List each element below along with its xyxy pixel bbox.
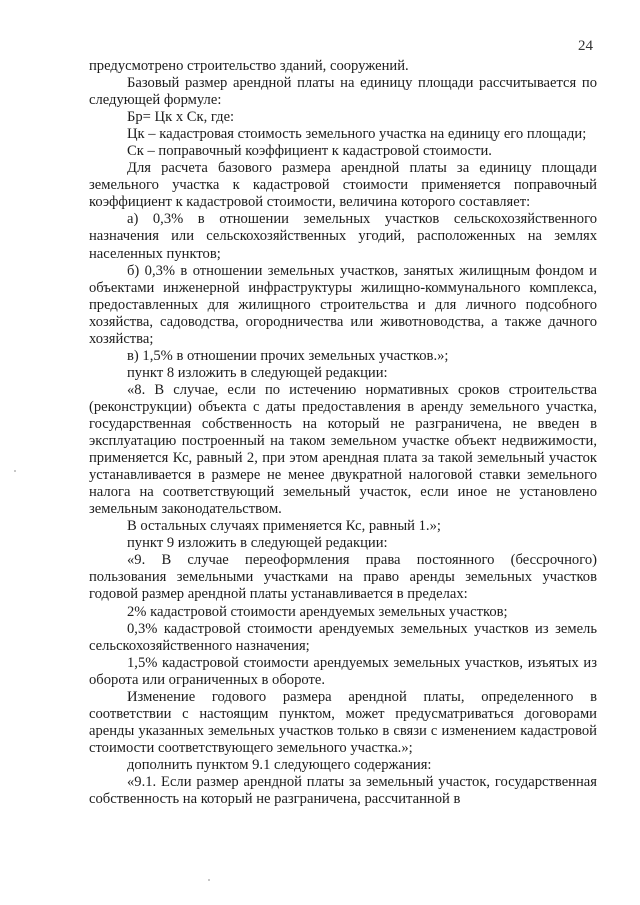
paragraph: Базовый размер арендной платы на единицу площади рассчитывается по следующей формуле: [89,75,597,109]
paragraph: дополнить пунктом 9.1 следующего содержания: [127,756,432,773]
paragraph: В остальных случаях применяется Кс, равный 1.»; [127,518,441,535]
list-item: в) 1,5% в отношении прочих земельных участков.»; [127,347,449,364]
paragraph: Ск – поправочный коэффициент к кадастровой стоимости. [127,143,492,160]
list-item: а) 0,3% в отношении земельных участков сельскохозяйственного назначения или сельскохозяйственных угодий, расположенных на землях населенных пунктов; [89,211,597,262]
paragraph: пункт 9 изложить в следующей редакции: [127,535,388,552]
list-item: 1,5% кадастровой стоимости арендуемых земельных участков, изъятых из оборота или ограниченных в обороте. [89,654,597,688]
paragraph: «9. В случае переоформления права постоянного (бессрочного) пользования земельными участками на право аренды земельных участков годовой размер арендной платы устанавливается в пределах: [89,552,597,603]
list-item: 0,3% кадастровой стоимости арендуемых земельных участков из земель сельскохозяйственного назначения; [89,620,597,654]
paragraph: Цк – кадастровая стоимость земельного участка на единицу его площади; [127,126,587,143]
page-number: 24 [578,38,593,54]
paragraph: предусмотрено строительство зданий, сооружений. [89,58,409,74]
paragraph: Для расчета базового размера арендной платы за единицу площади земельного участка к кадастровой стоимости применяется поправочный коэффициент к кадастровой стоимости, величина которого составляет: [89,160,597,211]
paragraph: пункт 8 изложить в следующей редакции: [127,364,388,381]
formula-line: Бр= Цк х Ск, где: [127,109,235,126]
list-item: б) 0,3% в отношении земельных участков, занятых жилищным фондом и объектами инженерной инфраструктуры жилищно-коммунального комплекса, предоставленных для жилищного строительства и для личного подсобного хозяйства, садоводства, огородничества или животноводства, а также дачного хозяйства; [89,262,597,347]
paragraph: «9.1. Если размер арендной платы за земельный участок, государственная собственность на который не разграничена, рассчитанной в [89,773,597,808]
scan-speck [208,879,210,881]
scan-speck [14,470,16,472]
document-body [89,58,597,808]
paragraph: «8. В случае, если по истечению нормативных сроков строительства (реконструкции) объекта с даты предоставления в аренду земельного участка, государственная собственность на который не разграничена, не введен в эксплуатацию построенный на таком земельном участке объект недвижимости, применяется Кс, равный 2, при этом арендная плата за такой земельный участок устанавливается в размере не менее двукратной налоговой ставки земельного налога на соответствующий земельный участок, если иное не установлено земельным законодательством. [89,381,597,518]
paragraph: Изменение годового размера арендной платы, определенного в соответствии с настоящим пунктом, может предусматриваться договорами аренды указанных земельных участков только в связи с изменением кадастровой стоимости соответствующего земельного участка.»; [89,688,597,756]
list-item: 2% кадастровой стоимости арендуемых земельных участков; [127,603,508,620]
